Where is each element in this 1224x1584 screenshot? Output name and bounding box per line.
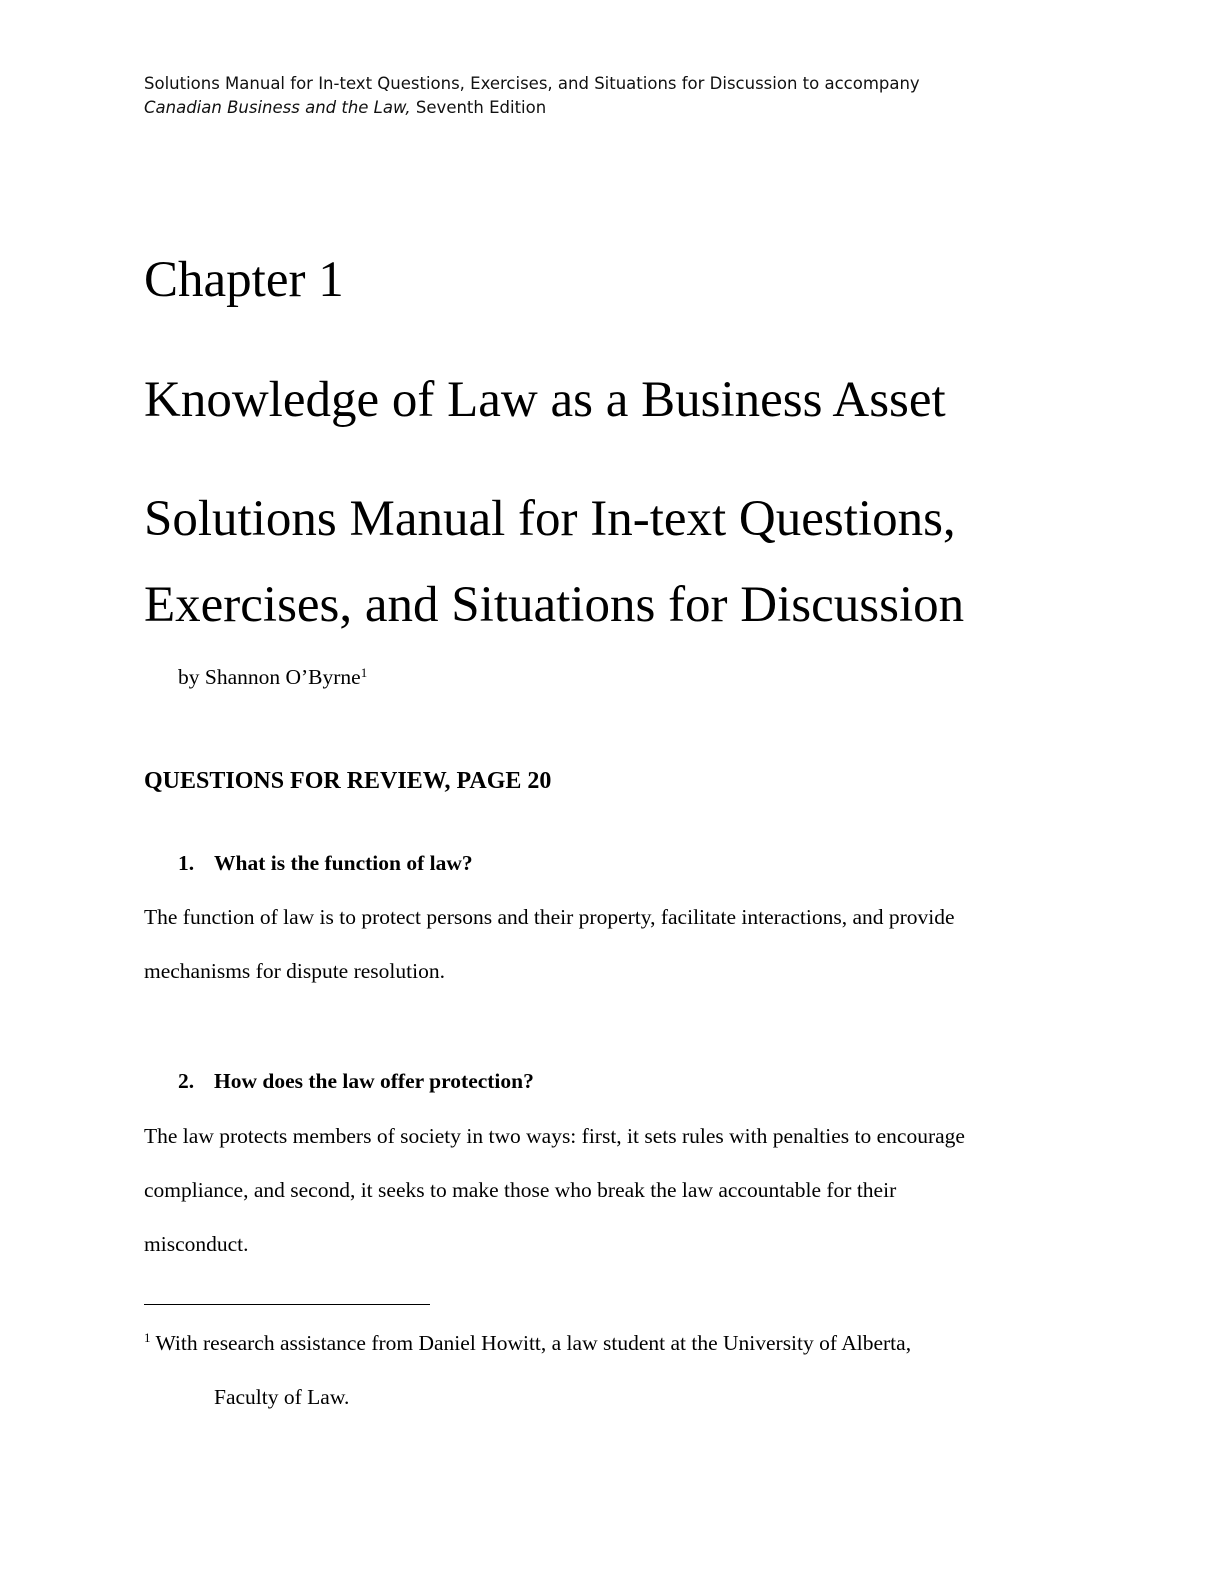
byline [178, 664, 367, 690]
footnote-reference[interactable]: 1 [360, 665, 368, 680]
footnote-line-1 [144, 1316, 911, 1370]
answer-line: mechanisms for dispute resolution. [144, 959, 445, 983]
question-number: 1. [178, 851, 195, 875]
answer-line: compliance, and second, it seeks to make those who break the law accountable for their [144, 1178, 897, 1202]
answer-line: The law protects members of society in two ways: first, it sets rules with penalties to encourage [144, 1124, 965, 1148]
question-number: 2. [178, 1069, 195, 1093]
running-header [144, 72, 920, 120]
footnote-line-2: Faculty of Law. [214, 1385, 350, 1409]
footnote-separator [144, 1304, 430, 1305]
question-text: What is the function of law? [214, 851, 473, 875]
footnote-text: With research assistance from Daniel Howitt, a law student at the University of Alberta, [150, 1331, 912, 1355]
answer-2 [144, 1109, 1084, 1271]
header-line-2 [144, 96, 920, 120]
question-2 [178, 1068, 534, 1094]
header-line-1: Solutions Manual for In-text Questions, Exercises, and Situations for Discussion to accompany [144, 74, 920, 93]
footnote-marker: 1 [144, 1330, 151, 1345]
chapter-title: Knowledge of Law as a Business Asset [144, 372, 946, 428]
header-edition: Seventh Edition [410, 98, 547, 117]
byline-author: by Shannon O’Byrne [178, 665, 361, 689]
answer-1 [144, 890, 1084, 998]
question-1 [178, 850, 473, 876]
footnote [144, 1316, 911, 1424]
manual-title-line-2: Exercises, and Situations for Discussion [144, 577, 965, 633]
section-heading: QUESTIONS FOR REVIEW, PAGE 20 [144, 768, 552, 794]
manual-title-line-1: Solutions Manual for In-text Questions, [144, 491, 956, 547]
question-text: How does the law offer protection? [214, 1069, 534, 1093]
chapter-label: Chapter 1 [144, 252, 344, 308]
header-book-title: Canadian Business and the Law, [144, 98, 411, 117]
answer-line: misconduct. [144, 1232, 249, 1256]
answer-line: The function of law is to protect persons and their property, facilitate interactions, and provide [144, 905, 955, 929]
